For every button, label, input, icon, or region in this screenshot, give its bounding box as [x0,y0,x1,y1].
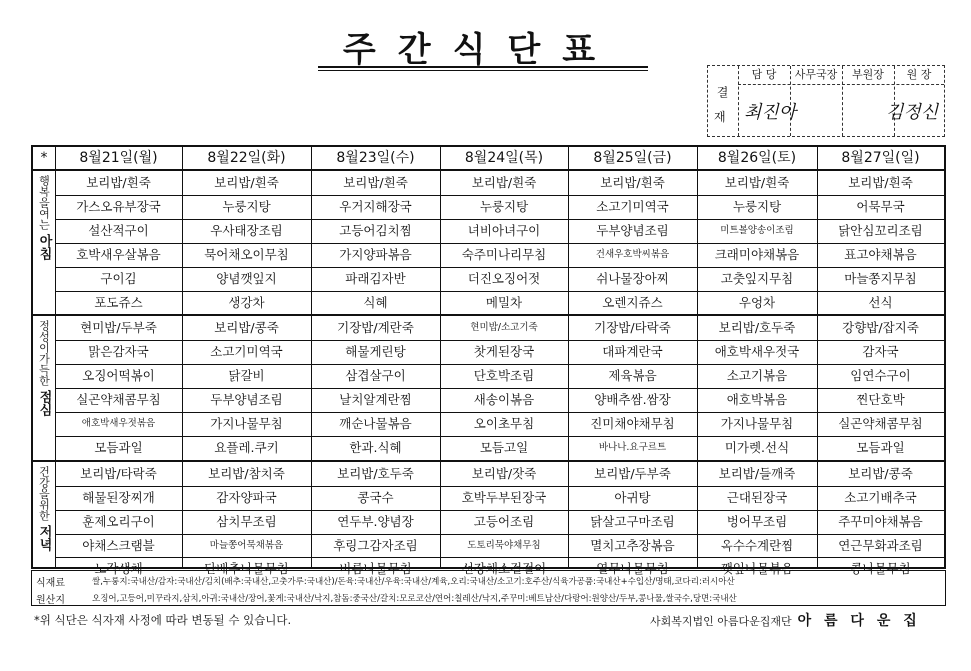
menu-cell: 설산적구이 [88,222,149,238]
menu-cell: 요플레.쿠키 [214,439,279,455]
menu-cell: 현미밥/소고기죽 [470,322,538,334]
menu-cell: 보리밥/콩죽 [848,465,913,481]
menu-cell: 기장밥/계란죽 [337,320,414,336]
meal-label-top: 건강을위한 [37,465,51,521]
menu-cell: 숙주미나리무침 [461,246,547,262]
meal-label-top: 행복을여는 [37,175,51,230]
page-title: 주간식단표 [342,30,618,70]
menu-cell: 감자양파국 [216,489,277,505]
organization [650,610,921,630]
menu-cell: 훈제오리구이 [82,513,155,529]
approval-divider [738,84,944,85]
menu-cell: 우사태장조림 [210,222,283,238]
weekly-menu-table [31,145,946,577]
approval-head-wonjang: 원 장 [906,68,932,81]
menu-cell: 깨순나물볶음 [339,416,412,431]
menu-cell: 크래미야채볶음 [714,246,800,262]
menu-cell: 오렌지쥬스 [602,294,663,310]
menu-cell: 미가렛.선식 [724,439,790,455]
menu-cell: 오징어떡볶이 [82,368,155,384]
menu-cell: 깻잎나물볶음 [720,561,794,577]
menu-cell: 보리밥/흰죽 [848,175,913,190]
approval-head-samuguk: 사무국장 [794,68,838,81]
menu-cell: 단호박조림 [473,368,535,384]
menu-cell: 실곤약채콤무침 [838,416,923,431]
menu-cell: 묵어채오이무침 [204,246,289,262]
menu-cell: 보리밥/흰죽 [214,175,279,190]
day-header: 8월25일(금) [593,150,672,166]
menu-cell: 바나나.요구르트 [598,441,667,453]
menu-cell: 실곤약채콤무침 [76,392,161,408]
menu-cell: 보리밥/잣죽 [471,465,537,481]
menu-cell: 제육볶음 [608,368,657,384]
menu-cell: 야채스크램블 [82,537,155,553]
menu-cell: 보리밥/들깨죽 [718,465,796,481]
day-header: 8월27일(일) [841,150,920,166]
menu-cell: 맑은감자국 [88,344,149,360]
menu-cell: 애호박볶음 [726,392,788,408]
approval-box [707,65,945,137]
meal-label [33,466,55,578]
menu-cell: 미트볼양송이조림 [720,224,794,236]
menu-cell: 기장밥/타락죽 [594,320,671,336]
menu-cell: 모듬과일 [94,439,143,455]
menu-cell: 쉬나물장아찌 [596,270,669,286]
notice-text: *위 식단은 식자재 사정에 따라 변동될 수 있습니다. [34,613,292,627]
menu-cell: 닭갈비 [228,368,265,384]
menu-cell: 오이초무침 [473,416,535,431]
menu-cell: 누룽지탕 [732,198,782,214]
menu-cell: 새송이볶음 [473,392,535,408]
menu-cell: 닭안심꼬리조림 [838,222,923,238]
menu-cell: 한과.식혜 [349,439,402,455]
menu-cell: 고등어김치찜 [339,222,412,238]
approval-head-damdang: 담 당 [751,68,777,81]
menu-cell: 보리밥/흰죽 [343,175,408,190]
menu-cell: 두부양념조림 [596,222,669,238]
menu-cell: 보리밥/참치죽 [208,465,285,481]
menu-cell: 찐단호박 [856,392,905,408]
menu-cell: 소고기볶음 [726,368,788,384]
menu-cell: 보리밥/콩죽 [214,320,279,336]
menu-cell: 콩나물무침 [850,561,911,577]
menu-cell: 애호박새우젓볶음 [81,418,156,429]
day-header: 8월24일(목) [464,150,544,166]
menu-cell: 보리밥/두부죽 [594,465,671,481]
menu-cell: 주꾸미야채볶음 [838,513,923,529]
menu-cell: 고춧잎지무침 [720,270,794,286]
menu-cell: 모듬고일 [479,439,529,455]
menu-cell: 더진오징어젓 [467,270,541,286]
menu-cell: 콩국수 [357,489,394,505]
signature-wonjang: 김정신 [886,102,939,123]
menu-cell: 가스오유부장국 [76,198,161,214]
menu-cell: 보리밥/타락죽 [80,465,157,481]
meal-label [33,320,55,455]
menu-cell: 단배추나물무침 [204,561,289,577]
origin-line-2: 오징어,고등어,미꾸라지,삼치,아귀:국내산/장어,꽃게:국내산/낙지,참돔:중국산/갈치:모로코산/연어:칠레산/낙지,주꾸미:베트남산/다랑어:원양산/두부,콩나물,쌀국수,당면:국내산 [92,594,737,604]
menu-cell: 건새우호박씨볶음 [595,248,670,260]
menu-cell: 삼겹살구이 [345,368,406,384]
menu-cell: 후링그감자조림 [333,537,418,553]
menu-cell: 연두부.양념장 [337,513,414,529]
menu-cell: 파래김자반 [345,270,406,286]
menu-cell: 벙어무조림 [726,513,788,529]
approval-gyeol-label: 결 [715,86,729,98]
day-header: 8월21일(월) [79,150,158,166]
menu-cell: 감자국 [862,344,899,360]
menu-cell: 삼치무조림 [216,513,277,529]
menu-cell: 마늘쫑지무침 [844,270,917,286]
approval-jae-label: 재 [714,110,726,124]
menu-cell: 강향밥/잡지죽 [842,320,919,336]
menu-cell: 연근무화과조림 [838,537,923,553]
menu-cell: 아귀탕 [614,489,651,505]
menu-cell: 두부양념조림 [210,392,283,408]
menu-cell: 선식 [868,294,893,310]
menu-cell: 모듬과일 [856,439,905,455]
meal-label-top: 정성이가득한 [37,320,51,387]
menu-cell: 진미채야채무침 [590,416,675,431]
menu-cell: 누룽지탕 [479,198,529,214]
day-header: 8월22일(화) [207,150,286,166]
menu-cell: 소고기미역국 [210,344,283,360]
menu-cell: 양념깻잎지 [216,270,277,286]
meal-label-main: 점심 [36,390,52,417]
menu-cell: 구이김 [100,270,137,286]
menu-cell: 해물게린탕 [345,344,406,360]
menu-cell: 보리밥/호두죽 [337,465,414,481]
menu-cell: 고등어조림 [473,513,535,529]
day-header: 8월26일(토) [717,150,797,166]
menu-cell: 보리밥/흰죽 [471,175,537,190]
day-header: 8월23일(수) [336,150,415,166]
meal-label-main: 아침 [36,234,52,260]
title-underline-2 [318,70,648,71]
menu-cell: 해물된장찌개 [82,489,155,505]
menu-cell: 생강차 [228,294,265,310]
meal-label [33,175,55,310]
menu-cell: 소고기미역국 [596,198,669,214]
menu-cell: 근대된장국 [726,489,788,505]
menu-cell: 가지나물무침 [720,416,794,431]
menu-cell: 닭살고구마조림 [590,513,675,529]
menu-cell: 표고야채볶음 [844,246,917,262]
menu-cell: 임연수구이 [850,368,911,384]
menu-cell: 우거지해장국 [339,198,412,214]
menu-cell: 식혜 [363,294,388,310]
org-name: 아 름 다 운 집 [797,613,921,629]
menu-cell: 열무나물무침 [596,561,669,577]
menu-cell: 어묵무국 [856,198,905,214]
menu-cell: 멸치고추장볶음 [590,537,675,553]
menu-cell: 보리밥/흰죽 [86,175,151,190]
menu-cell: 양배추쌈.쌈장 [594,392,671,408]
menu-cell: 소고기배추국 [844,489,917,505]
origin-label-2: 원산지 [36,595,65,606]
menu-cell: 비름나물무침 [339,561,412,577]
menu-cell: 메밀차 [485,294,523,310]
menu-cell: 옥수수계란찜 [720,537,794,553]
menu-cell: 날치알계란찜 [339,392,412,408]
menu-cell: 호박두부된장국 [461,489,547,505]
menu-cell: 보리밥/호두죽 [718,320,796,336]
corner-cell: * [40,150,48,166]
menu-cell: 누룽지탕 [222,198,271,214]
menu-cell: 보리밥/흰죽 [724,175,790,190]
menu-cell: 찻게된장국 [473,344,535,360]
title-underline [318,66,648,68]
origin-box [31,570,946,606]
menu-cell: 선강채소겉절이 [461,561,547,577]
menu-cell: 포도쥬스 [94,294,143,310]
menu-cell: 보리밥/흰죽 [600,175,665,190]
origin-label-1: 식재료 [36,578,65,589]
menu-cell: 도토리묵야채무침 [467,539,541,551]
menu-cell: 노각생채 [94,561,143,577]
menu-cell: 가지나물무침 [210,416,283,431]
menu-cell: 현미밥/두부죽 [80,320,157,336]
menu-cell: 애호박새우젓국 [714,344,800,360]
menu-cell: 호박새우살볶음 [76,246,161,262]
menu-cell: 우엉차 [738,294,776,310]
foundation-name: 사회복지법인 아름다운집재단 [650,615,792,628]
approval-head-buwonjang: 부원장 [852,68,884,81]
menu-cell: 가지양파볶음 [339,246,412,262]
menu-cell: 대파계란국 [602,344,663,360]
meal-label-main: 저녁 [36,524,52,551]
origin-line-1: 쌀,누룽지:국내산/감자:국내산/김치(배추:국내산,고춧가루:국내산)/돈육:국내산/우육:국내산/계육,오리:국내산/소고기:호주산/식육가공품:국내산+수입산/명태,코다리:러시아산 [92,577,735,587]
menu-cell: 마늘쫑어묵채볶음 [209,539,284,551]
menu-cell: 녀비아녀구이 [467,222,541,238]
signature-damdang: 최진아 [744,102,797,123]
